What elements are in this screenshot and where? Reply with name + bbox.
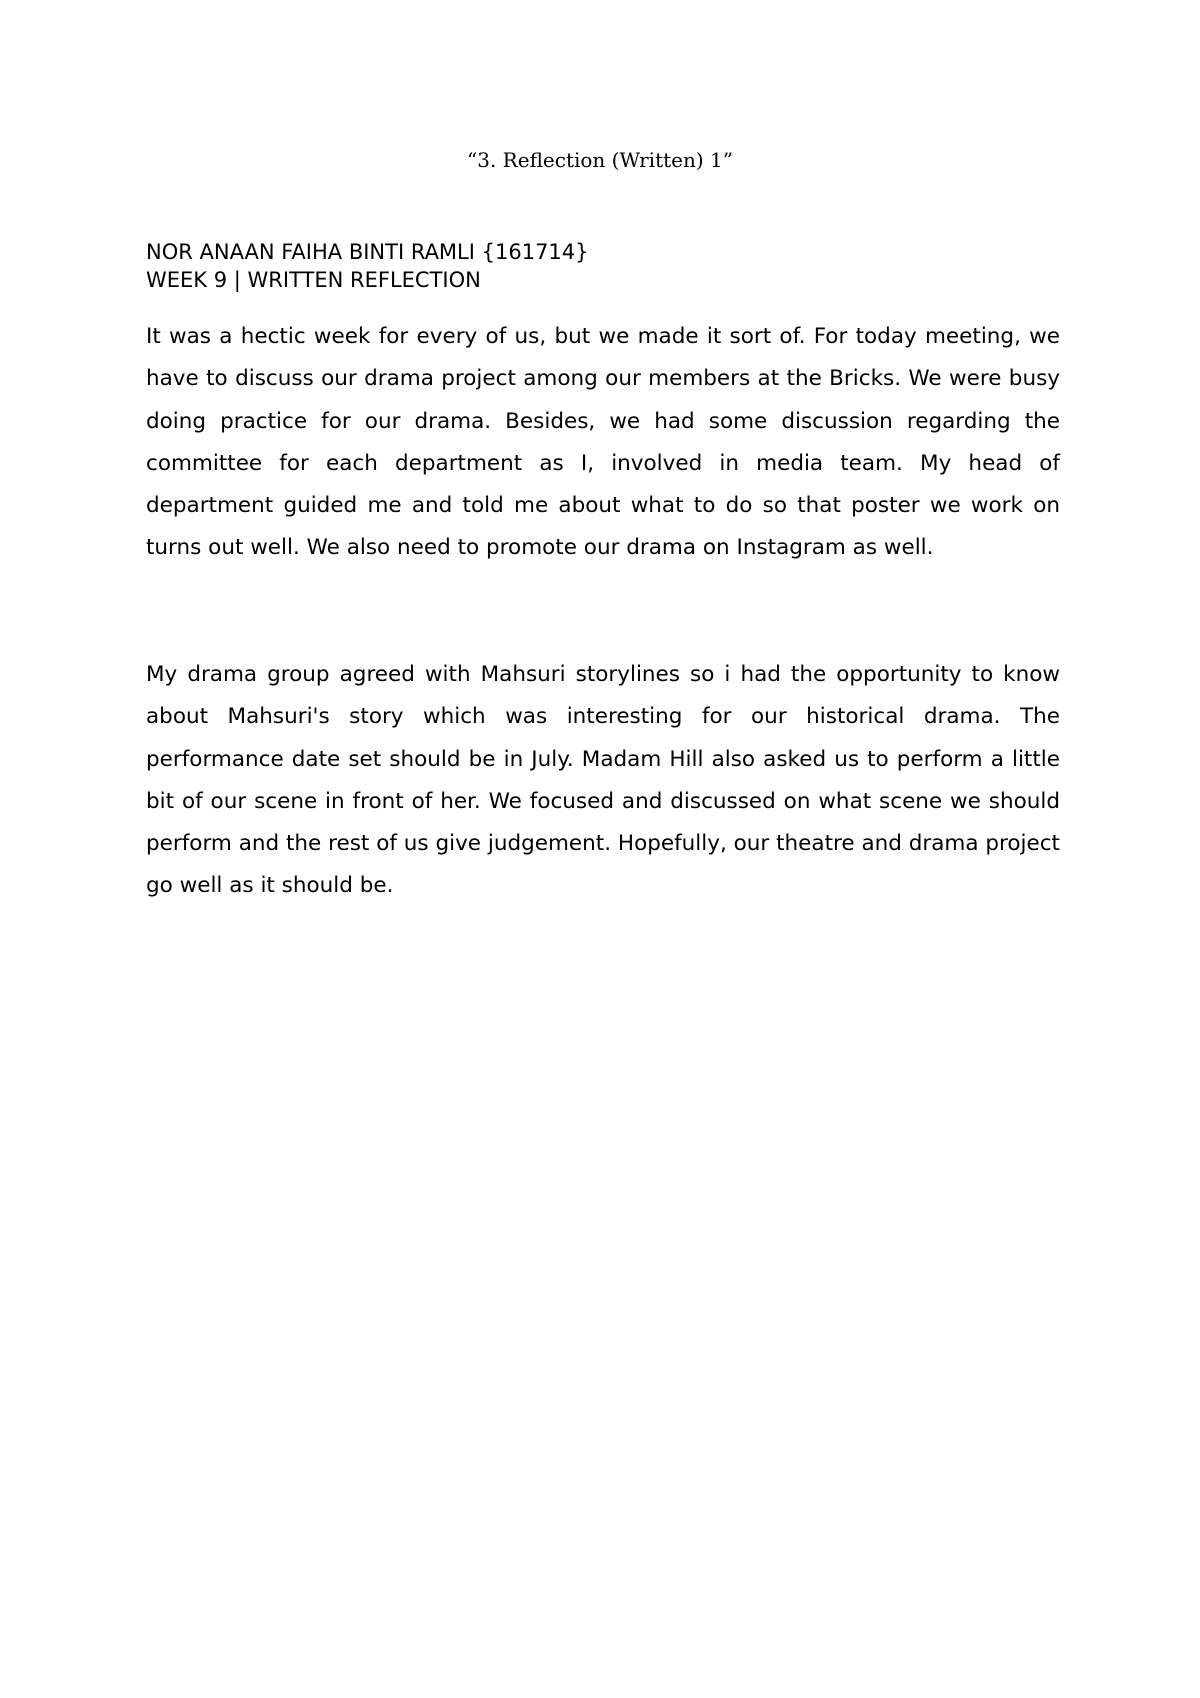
document-title: “3. Reflection (Written) 1” [467, 148, 733, 172]
reflection-paragraph: My drama group agreed with Mahsuri storylines so i had the opportunity to know about Mahsuri's story which was interesting for our historical drama. The performance date set should be in July. Madam Hill also asked us to perform a little bit of our scene in front of her. We focused and discussed on what scene we should perform and the rest of us give judgement. Hopefully, our theatre and drama project go well as it should be. [146, 662, 1060, 899]
week-line: WEEK 9 | WRITTEN REFLECTION [146, 268, 481, 292]
student-name-line: NOR ANAAN FAIHA BINTI RAMLI {161714} [146, 240, 589, 264]
reflection-paragraph: It was a hectic week for every of us, but we made it sort of. For today meeting, we have to discuss our drama project among our members at the Bricks. We were busy doing practice for our drama. Besides, we had some discussion regarding the committee for each department as I, involved in media team. My head of department guided me and told me about what to do so that poster we work on turns out well. We also need to promote our drama on Instagram as well. [146, 324, 1060, 561]
student-header [146, 238, 1060, 294]
